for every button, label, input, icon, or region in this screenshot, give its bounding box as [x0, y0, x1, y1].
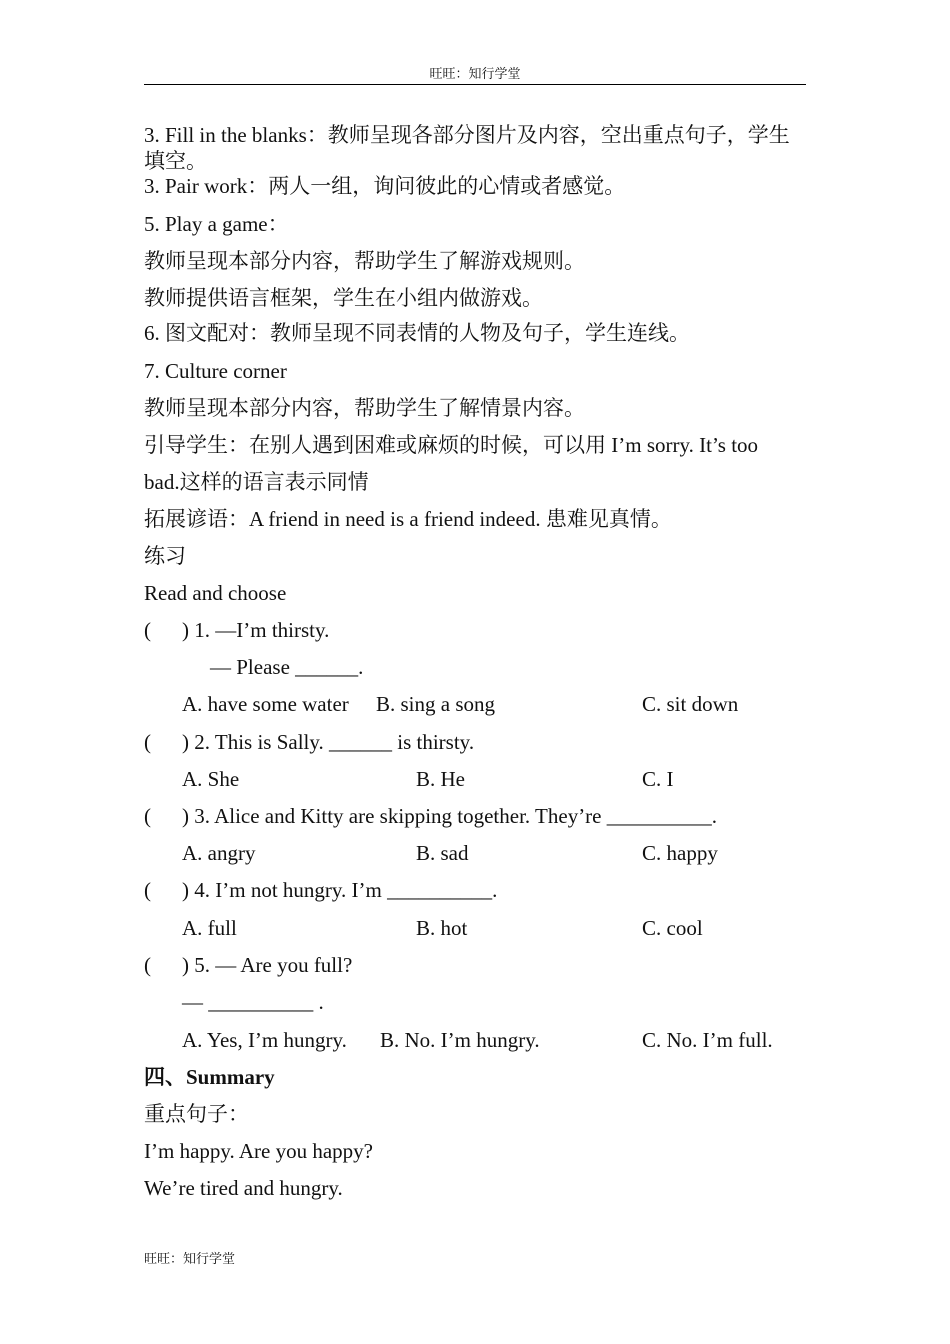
- question-text: ) 4. I’m not hungry. I’m __________.: [182, 878, 498, 902]
- question-1-line2: — Please ______.: [210, 655, 364, 679]
- question-text: ) 5. — Are you full?: [182, 953, 353, 977]
- option-b: B. hot: [416, 916, 468, 940]
- option-a: A. Yes, I’m hungry.: [182, 1028, 347, 1052]
- step-culture-line2b: bad.这样的语言表示同情: [144, 470, 369, 494]
- step-culture-title: 7. Culture corner: [144, 359, 287, 383]
- option-c: C. No. I’m full.: [642, 1028, 773, 1052]
- option-a: A. have some water: [182, 692, 349, 716]
- answer-paren: (: [144, 618, 151, 642]
- practice-subtitle: Read and choose: [144, 581, 287, 605]
- question-4: [144, 876, 497, 904]
- step-game-line1: 教师呈现本部分内容，帮助学生了解游戏规则。: [144, 249, 585, 273]
- answer-paren: (: [144, 804, 151, 828]
- step-game-line2: 教师提供语言框架，学生在小组内做游戏。: [144, 286, 543, 310]
- option-c: C. I: [642, 767, 674, 791]
- question-5-line2: — __________ .: [182, 990, 324, 1014]
- option-c: C. sit down: [642, 692, 739, 716]
- option-b: B. sad: [416, 841, 469, 865]
- option-c: C. happy: [642, 841, 718, 865]
- proverb: 拓展谚语：A friend in need is a friend indeed. 患难见真情。: [144, 507, 672, 531]
- option-a: A. full: [182, 916, 237, 940]
- question-3: [144, 802, 717, 830]
- step-culture-line1: 教师呈现本部分内容，帮助学生了解情景内容。: [144, 396, 585, 420]
- practice-title: 练习: [144, 544, 186, 568]
- question-text: ) 2. This is Sally. ______ is thirsty.: [182, 730, 475, 754]
- question-1: [144, 616, 329, 644]
- option-a: A. She: [182, 767, 240, 791]
- option-b: B. He: [416, 767, 465, 791]
- answer-paren: (: [144, 730, 151, 754]
- option-b: B. No. I’m hungry.: [380, 1028, 540, 1052]
- step-pair-work: 3. Pair work：两人一组，询问彼此的心情或者感觉。: [144, 174, 626, 198]
- option-a: A. angry: [182, 841, 256, 865]
- question-text: ) 3. Alice and Kitty are skipping together. They’re __________.: [182, 804, 717, 828]
- summary-title: 四、Summary: [144, 1065, 275, 1089]
- step-game-title: 5. Play a game：: [144, 212, 289, 236]
- answer-paren: (: [144, 953, 151, 977]
- page-footer: 旺旺：知行学堂: [144, 1251, 236, 1266]
- option-b: B. sing a song: [376, 692, 496, 716]
- question-text: ) 1. —I’m thirsty.: [182, 618, 330, 642]
- page-header: 旺旺：知行学堂: [144, 64, 806, 85]
- summary-sentence-1: I’m happy. Are you happy?: [144, 1139, 373, 1163]
- step-fill-blanks: 3. Fill in the blanks：教师呈现各部分图片及内容，空出重点句子，学生填空。: [144, 123, 790, 173]
- answer-paren: (: [144, 878, 151, 902]
- step-matching: 6. 图文配对：教师呈现不同表情的人物及句子，学生连线。: [144, 321, 690, 345]
- option-c: C. cool: [642, 916, 703, 940]
- step-culture-line2a: 引导学生：在别人遇到困难或麻烦的时候，可以用 I’m sorry. It’s too: [144, 433, 759, 457]
- summary-label: 重点句子：: [144, 1102, 249, 1126]
- question-5: [144, 951, 352, 979]
- question-2: [144, 728, 474, 756]
- summary-sentence-2: We’re tired and hungry.: [144, 1176, 343, 1200]
